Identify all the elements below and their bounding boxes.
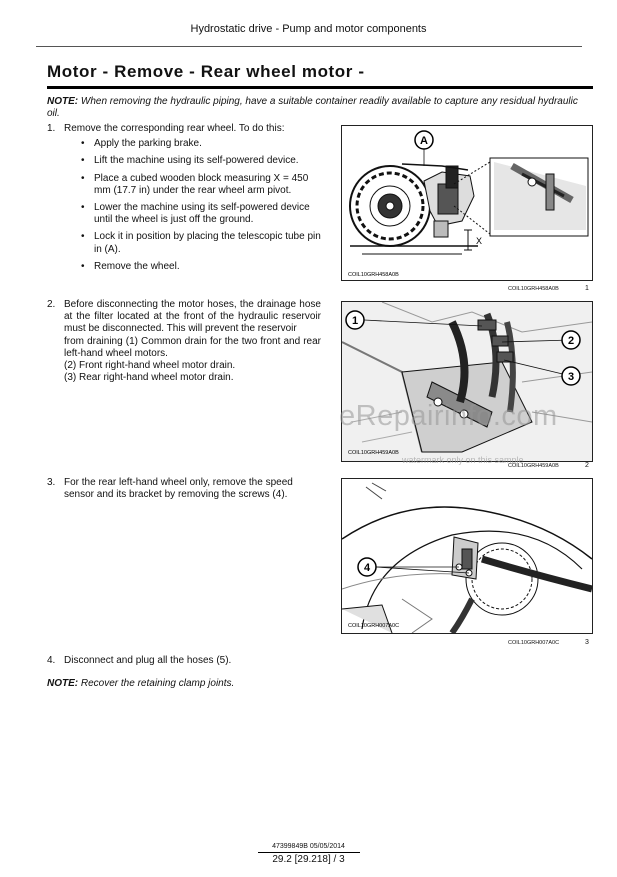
figure-2-code: COIL10GRH459A0B [508, 463, 559, 469]
step-number: 1. [47, 123, 56, 134]
bullet-item: • Lift the machine using its self-powered device. [94, 155, 321, 167]
step-text: Before disconnecting the motor hoses, the drainage hose at the filter located at the front of the hydraulic reservoir must be disconnected. This will prevent the reservoir [64, 299, 321, 335]
step-4 [47, 655, 321, 667]
callout-4-label: 4 [363, 562, 371, 574]
bullet-item: • Lock it in position by placing the telescopic tube pin in (A). [94, 231, 321, 255]
step-number: 4. [47, 655, 56, 666]
bullet-item: • Remove the wheel. [94, 261, 321, 273]
step-text: Disconnect and plug all the hoses (5). [64, 655, 232, 666]
step-text: For the rear left-hand wheel only, remove the speed sensor and its bracket by removing the screws (4). [64, 477, 293, 501]
step-text: (3) Rear right-hand wheel motor drain. [64, 372, 234, 384]
note-text: Recover the retaining clamp joints. [80, 678, 235, 689]
bullet-item: • Place a cubed wooden block measuring X = 450 mm (17.7 in) under the rear wheel arm pivot. [94, 173, 321, 197]
figure-code-inner: COIL10GRH459A0B [348, 450, 399, 456]
figure-code-inner: COIL10GRH458A0B [348, 272, 399, 278]
figure-2-number: 2 [585, 462, 589, 469]
title-rule [47, 86, 593, 89]
step-text: (2) Front right-hand wheel motor drain. [64, 360, 236, 372]
step-text: Remove the corresponding rear wheel. To do this: [64, 123, 285, 134]
callout-1-label: 1 [351, 315, 359, 327]
note-label: NOTE: [47, 678, 79, 689]
figure-2-illustration [342, 302, 592, 461]
step-2 [47, 299, 321, 384]
callout-a-label: A [420, 135, 428, 147]
footer-page: 29.2 [29.218] / 3 [272, 854, 345, 865]
note-top [47, 96, 593, 120]
note-bottom [47, 678, 347, 690]
callout-3-label: 3 [567, 371, 575, 383]
running-header: Hydrostatic drive - Pump and motor components [190, 23, 427, 35]
figure-1 [341, 125, 593, 281]
step-1-bullets [64, 138, 321, 273]
figure-2 [341, 301, 593, 462]
page-title: Motor - Remove - Rear wheel motor - [47, 62, 365, 81]
note-text: When removing the hydraulic piping, have a suitable container readily available to capture any residual hydraulic oil. [47, 96, 578, 119]
step-1 [47, 123, 321, 278]
footer-rule [258, 852, 360, 853]
bullet-item: • Apply the parking brake. [94, 138, 321, 150]
header-rule [36, 46, 582, 47]
bullet-item: • Lower the machine using its self-powered device until the wheel is just off the ground. [94, 202, 321, 226]
figure-3-code: COIL10GRH007A0C [508, 640, 560, 646]
watermark-sub: watermark only on this sample [402, 455, 524, 465]
figure-3 [341, 478, 593, 634]
dimension-x-label: X [476, 236, 483, 246]
step-number: 3. [47, 477, 56, 488]
callout-2-label: 2 [567, 335, 575, 347]
figure-3-illustration [342, 479, 592, 633]
figure-1-number: 1 [585, 285, 589, 292]
step-number: 2. [47, 299, 56, 310]
note-label: NOTE: [47, 96, 79, 107]
footer-doc: 47399849B 05/05/2014 [272, 843, 345, 850]
figure-code-inner: COIL10GRH007A0C [348, 623, 400, 629]
step-text: from draining (1) Common drain for the two front and rear left-hand wheel motors. [64, 335, 321, 359]
step-3 [47, 477, 321, 501]
figure-1-illustration [342, 126, 592, 280]
figure-3-number: 3 [585, 639, 589, 646]
figure-1-code: COIL10GRH458A0B [508, 286, 559, 292]
watermark-main: eRepairinfo.com [339, 400, 558, 432]
